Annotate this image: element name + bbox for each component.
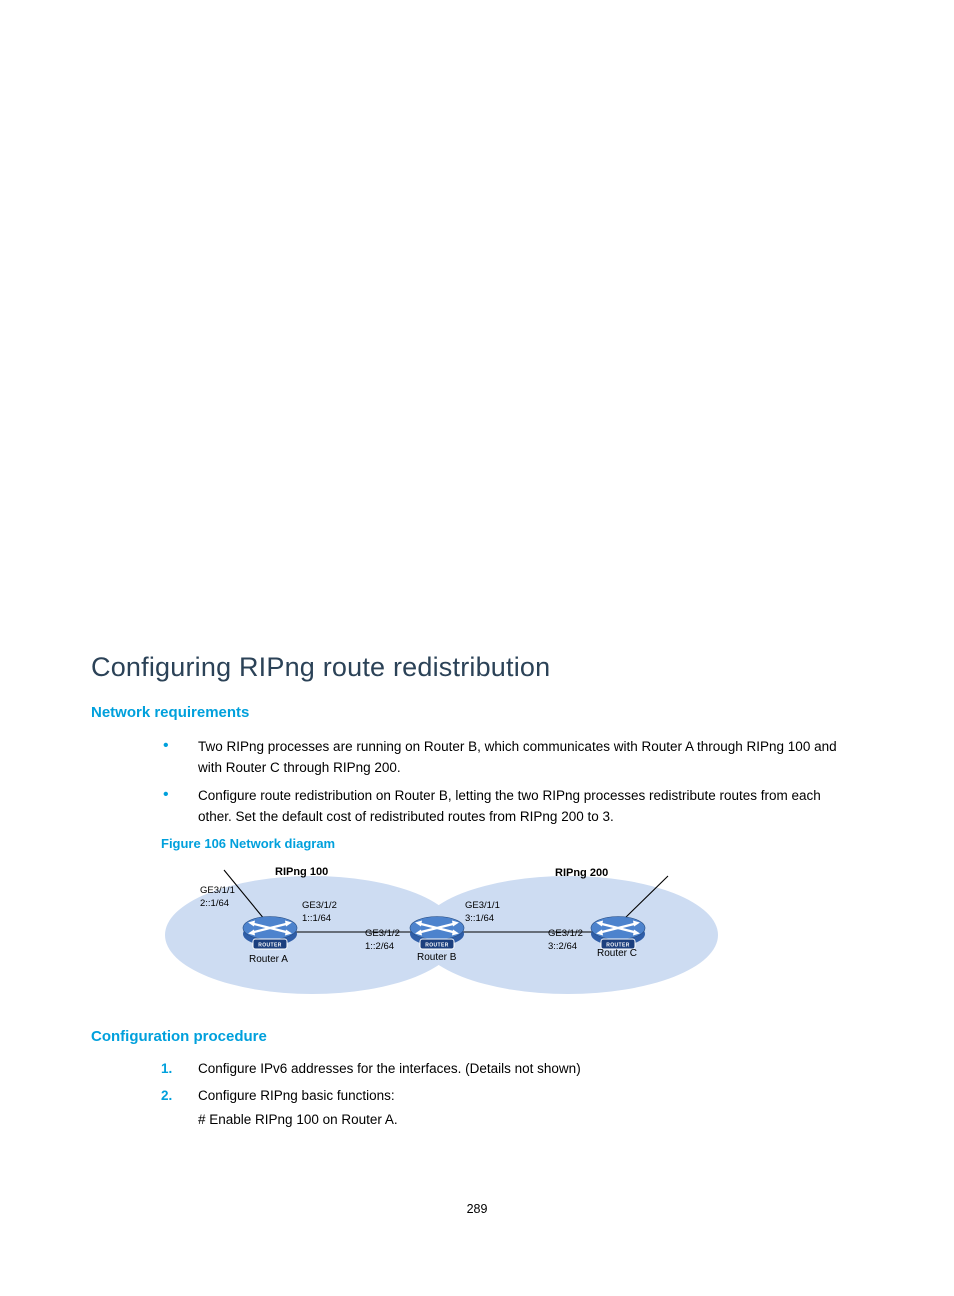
network-diagram xyxy=(165,862,721,998)
procedure-step xyxy=(161,1085,851,1106)
interface-port: GE3/1/1 xyxy=(465,900,500,911)
bullet-item: • Configure route redistribution on Router B, letting the two RIPng processes redistribute routes from each other. Set the default cost of redistributed routes from RIPng 200 to 3. xyxy=(198,785,848,827)
interface-port: GE3/1/2 xyxy=(365,928,400,939)
router-icon xyxy=(241,913,299,951)
router-badge-label: ROUTER xyxy=(258,942,282,949)
router-label: Router A xyxy=(249,954,288,965)
interface-port: GE3/1/1 xyxy=(200,885,235,896)
page-number: 289 xyxy=(466,1202,488,1216)
interface-port: GE3/1/2 xyxy=(548,928,583,939)
interface-address: 1::2/64 xyxy=(365,940,395,952)
router-icon xyxy=(589,913,647,951)
interface-label xyxy=(465,900,500,925)
procedure-step xyxy=(161,1058,851,1079)
router-a-icon xyxy=(241,913,299,951)
step-text: Configure RIPng basic functions: xyxy=(198,1088,395,1103)
area-label-ripng-100: RIPng 100 xyxy=(275,866,329,878)
step-number: 2. xyxy=(161,1088,173,1103)
step-number: 1. xyxy=(161,1061,173,1076)
bullet-item: • Two RIPng processes are running on Router B, which communicates with Router A through RIPng 100 and with Router C through RIPng 200. xyxy=(198,736,848,778)
interface-address: 2::1/64 xyxy=(200,897,230,909)
section-heading-configuration-procedure: Configuration procedure xyxy=(91,1028,267,1045)
router-c-icon xyxy=(589,913,647,951)
step-text: Configure IPv6 addresses for the interfaces. (Details not shown) xyxy=(198,1061,581,1076)
interface-port: GE3/1/2 xyxy=(302,900,337,911)
figure-caption: Figure 106 Network diagram xyxy=(161,836,336,851)
interface-label xyxy=(200,885,235,910)
command-intro-line: # Enable RIPng 100 on Router A. xyxy=(198,1112,398,1127)
area-label-ripng-200: RIPng 200 xyxy=(555,867,609,879)
section-heading-network-requirements: Network requirements xyxy=(91,704,250,721)
interface-label xyxy=(548,928,583,953)
interface-address: 3::2/64 xyxy=(548,940,578,952)
router-b-icon xyxy=(408,913,466,951)
procedure-steps xyxy=(161,1058,851,1112)
router-label: Router C xyxy=(597,948,638,959)
router-badge-label: ROUTER xyxy=(606,942,630,949)
interface-address: 1::1/64 xyxy=(302,912,332,924)
interface-label xyxy=(302,900,337,925)
router-label: Router B xyxy=(417,952,457,963)
interface-address: 3::1/64 xyxy=(465,912,495,924)
interface-label xyxy=(365,928,400,953)
router-badge-label: ROUTER xyxy=(425,942,449,949)
router-icon xyxy=(408,913,466,951)
chapter-title: Configuring RIPng route redistribution xyxy=(91,652,551,682)
requirements-bullet-list xyxy=(198,736,848,834)
